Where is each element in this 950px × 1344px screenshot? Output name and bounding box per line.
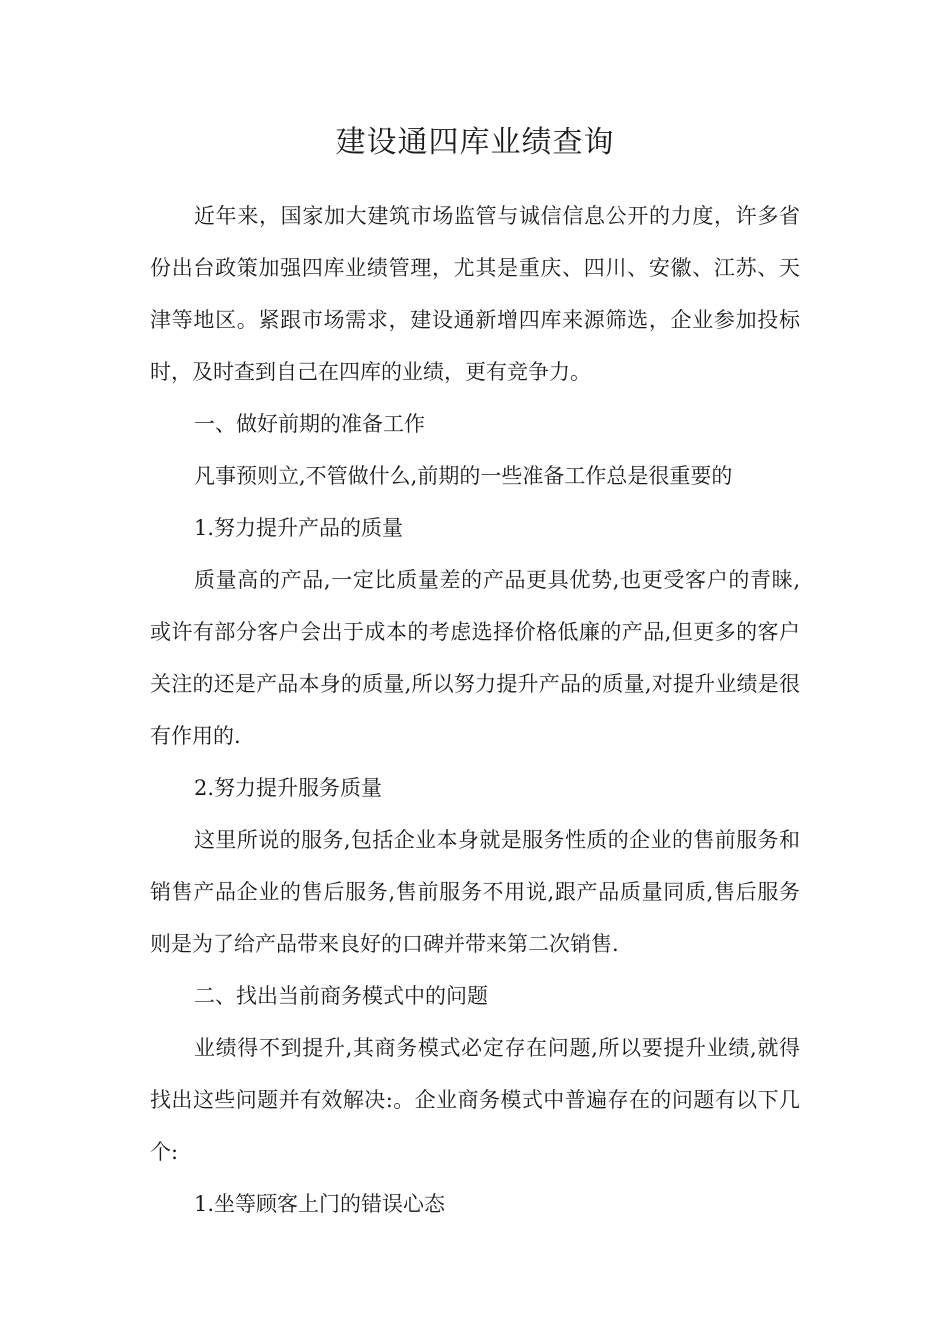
- document-body: [150, 190, 800, 1230]
- paragraph-product-quality: 质量高的产品,一定比质量差的产品更具优势,也更受客户的青睐,或许有部分客户会出于成本的考虑选择价格低廉的产品,但更多的客户关注的还是产品本身的质量,所以努力提升产品的质量,对提升业绩是很有作用的.: [150, 568, 800, 748]
- paragraph-service-quality: 这里所说的服务,包括企业本身就是服务性质的企业的售前服务和销售产品企业的售后服务,售前服务不用说,跟产品质量同质,售后服务则是为了给产品带来良好的口碑并带来第二次销售.: [150, 828, 800, 956]
- subheading-waiting-mindset: 1.坐等顾客上门的错误心态: [194, 1192, 446, 1216]
- paragraph-business-model: 业绩得不到提升,其商务模式必定存在问题,所以要提升业绩,就得找出这些问题并有效解决:。企业商务模式中普遍存在的问题有以下几个:: [150, 1036, 800, 1164]
- paragraph-intro: 近年来，国家加大建筑市场监管与诚信信息公开的力度，许多省份出台政策加强四库业绩管理，尤其是重庆、四川、安徽、江苏、天津等地区。紧跟市场需求，建设通新增四库来源筛选，企业参加投标时，及时查到自己在四库的业绩，更有竞争力。: [150, 204, 800, 384]
- subheading-product-quality: 1.努力提升产品的质量: [194, 516, 404, 540]
- subheading-service-quality: 2.努力提升服务质量: [194, 776, 383, 800]
- document-title: 建设通四库业绩查询: [335, 125, 615, 160]
- section-heading-2: 二、找出当前商务模式中的问题: [194, 984, 488, 1008]
- paragraph-preparation: 凡事预则立,不管做什么,前期的一些准备工作总是很重要的: [194, 464, 733, 488]
- section-heading-1: 一、做好前期的准备工作: [194, 412, 425, 436]
